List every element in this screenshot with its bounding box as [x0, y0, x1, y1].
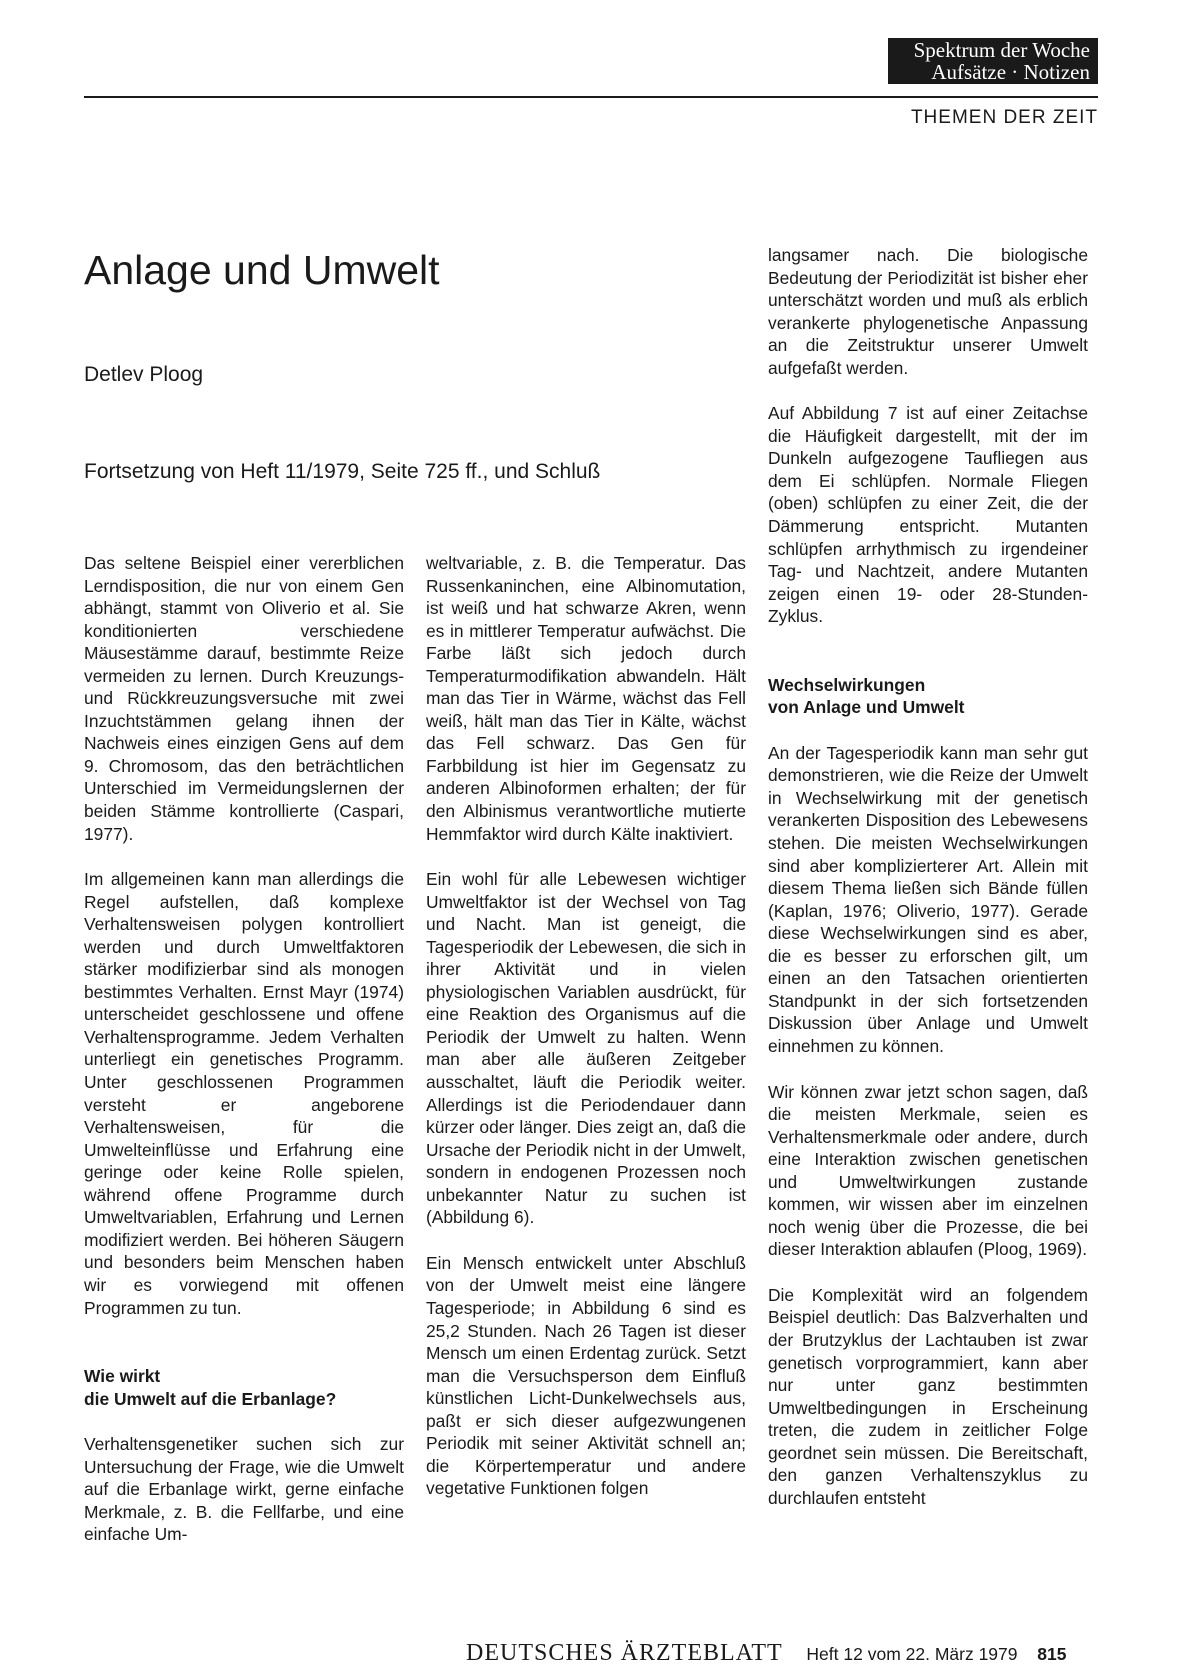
subheading-line-1: Wechselwirkungen: [768, 674, 926, 695]
paragraph: Ein Mensch entwickelt unter Abschluß von der Umwelt meist eine längere Tagesperiode; in Abbildung 6 sind es 25,2 Stunden. Nach 26 Tagen ist dieser Mensch um einen Erdentag zurück. Setzt man die Versuchsperson dem Einfluß künstlichen Licht-Dunkelwechsels aus, paßt er sich dieser aufgezwungenen Periodik mit seiner Aktivität schnell an; die Körpertemperatur und andere vegetative Funktionen folgen: [426, 1252, 746, 1499]
subheading: [84, 1365, 404, 1410]
article-title: Anlage und Umwelt: [84, 247, 440, 293]
continuation-note: Fortsetzung von Heft 11/1979, Seite 725 ff., und Schluß: [84, 460, 601, 483]
text-column-1: [84, 552, 404, 1569]
paragraph: langsamer nach. Die biologische Bedeutung der Periodizität ist bisher eher unterschätzt worden und muß als erblich verankerte phylogenetische Anpassung an die Zeitstruktur unserer Umwelt aufgefaßt werden.: [768, 245, 1088, 378]
footer-journal-name: DEUTSCHES ÄRZTEBLATT: [466, 1640, 783, 1666]
journal-section-badge: [888, 38, 1098, 84]
text-column-2: [426, 552, 746, 1523]
paragraph: Verhaltensgenetiker suchen sich zur Untersuchung der Frage, wie die Umwelt auf die Erbanlage wirkt, gerne einfache Merkmale, z. B. die Fellfarbe, und eine einfache Um-: [84, 1434, 404, 1545]
subheading-line-2: die Umwelt auf die Erbanlage?: [84, 1388, 337, 1409]
paragraph: Auf Abbildung 7 ist auf einer Zeitachse die Häufigkeit dargestellt, mit der im Dunkeln aufgezogene Taufliegen aus dem Ei schlüpfen. Normale Fliegen (oben) schlüpfen zu einer Zeit, die der Dämmerung entspricht. Mutanten schlüpfen arrhythmisch zu irgendeiner Tag- und Nachtzeit, andere Mutanten zeigen einen 19- oder 28-Stunden-Zyklus.: [768, 403, 1088, 627]
text-column-3: [768, 244, 1088, 1532]
paragraph: An der Tagesperiodik kann man sehr gut demonstrieren, wie die Reize der Umwelt in Wechselwirkung mit der genetisch verankerten Disposition des Lebewesens stehen. Die meisten Wechselwirkungen sind aber komplizierterer Art. Allein mit diesem Thema ließen sich Bände füllen (Kaplan, 1976; Oliverio, 1977). Gerade diese Wechselwirkungen sind es aber, die es besser zu erforschen gilt, um einen an den Tatsachen orientierten Standpunkt in der sich fortsetzenden Diskussion über Anlage und Umwelt einnehmen zu können.: [768, 742, 1088, 1056]
footer-issue: Heft 12 vom 22. März 1979: [806, 1644, 1018, 1664]
paragraph: Wir können zwar jetzt schon sagen, daß die meisten Merkmale, seien es Verhaltensmerkmale oder andere, durch eine Interaktion zwischen genetischen und Umweltwirkungen zustande kommen, wir wissen aber im einzelnen noch wenig über die Prozesse, die bei dieser Interaktion ablaufen (Ploog, 1969).: [768, 1081, 1088, 1260]
page-number: 815: [1037, 1644, 1067, 1664]
badge-line-2: Aufsätze · Notizen: [931, 60, 1090, 84]
paragraph: Die Komplexität wird an folgendem Beispiel deutlich: Das Balzverhalten und der Brutzyklus der Lachtauben ist zwar genetisch vorprogrammiert, kann aber nur unter ganz bestimmten Umweltbedingungen in Erscheinung treten, die zudem in zeitlicher Folge geordnet sein müssen. Die Bereitschaft, den ganzen Verhaltenszyklus zu durchlaufen entsteht: [768, 1284, 1088, 1508]
header-rule: [84, 96, 1098, 98]
badge-line-1: Spektrum der Woche: [913, 38, 1090, 62]
article-author: Detlev Ploog: [84, 363, 204, 386]
subheading-line-2: von Anlage und Umwelt: [768, 697, 965, 718]
section-label: THEMEN DER ZEIT: [910, 107, 1098, 128]
page-footer: [466, 1640, 1066, 1667]
paragraph: weltvariable, z. B. die Temperatur. Das Russenkaninchen, eine Albinomutation, ist weiß und hat schwarze Akren, wenn es in mittlerer Temperatur aufwächst. Die Farbe läßt sich jedoch durch Temperaturmodifikation abwandeln. Hält man das Tier in Wärme, wächst das Fell weiß, hält man das Tier in Kälte, wächst das Fell schwarz. Das Gen für Farbbildung ist hier im Gegensatz zu anderen Albinoformen erhalten; der für den Albinismus verantwortliche mutierte Hemmfaktor wird durch Kälte inaktiviert.: [426, 553, 746, 844]
paragraph: Das seltene Beispiel einer vererblichen Lerndisposition, die nur von einem Gen abhängt, stammt von Oliverio et al. Sie konditionierten verschiedene Mäusestämme darauf, bestimmte Reize vermeiden zu lernen. Durch Kreuzungs- und Rückkreuzungsversuche mit zwei Inzuchtstämmen gelang ihnen der Nachweis eines einzigen Gens auf dem 9. Chromosom, das den beträchtlichen Unterschied im Vermeidungslernen der beiden Stämme kontrollierte (Caspari, 1977).: [84, 553, 404, 844]
subheading-line-1: Wie wirkt: [84, 1366, 161, 1387]
paragraph: Im allgemeinen kann man allerdings die Regel aufstellen, daß komplexe Verhaltensweisen polygen kontrolliert werden und durch Umweltfaktoren stärker modifizierbar sind als monogen bestimmtes Verhalten. Ernst Mayr (1974) unterscheidet geschlossene und offene Verhaltensprogramme. Jedem Verhalten unterliegt ein genetisches Programm. Unter geschlossenen Programmen versteht er angeborene Verhaltensweisen, für die Umwelteinflüsse und Erfahrung eine geringe oder keine Rolle spielen, während offene Programme durch Umweltvariablen, Erfahrung und Lernen modifiziert werden. Bei höheren Säugern und besonders beim Menschen haben wir es vorwiegend mit offenen Programmen zu tun.: [84, 869, 404, 1318]
paragraph: Ein wohl für alle Lebewesen wichtiger Umweltfaktor ist der Wechsel von Tag und Nacht. Man ist geneigt, die Tagesperiodik der Lebewesen, die sich in ihrer Aktivität und in vielen physiologischen Variablen ausdrückt, für eine Reaktion des Organismus auf die Periodik der Umwelt zu halten. Wenn man aber alle äußeren Zeitgeber ausschaltet, läuft die Periodik weiter. Allerdings ist die Periodendauer dann kürzer oder länger. Dies zeigt an, daß die Ursache der Periodik nicht in der Umwelt, sondern in endogenen Prozessen noch unbekannter Natur zu suchen ist (Abbildung 6).: [426, 869, 746, 1228]
subheading: [768, 674, 1088, 719]
